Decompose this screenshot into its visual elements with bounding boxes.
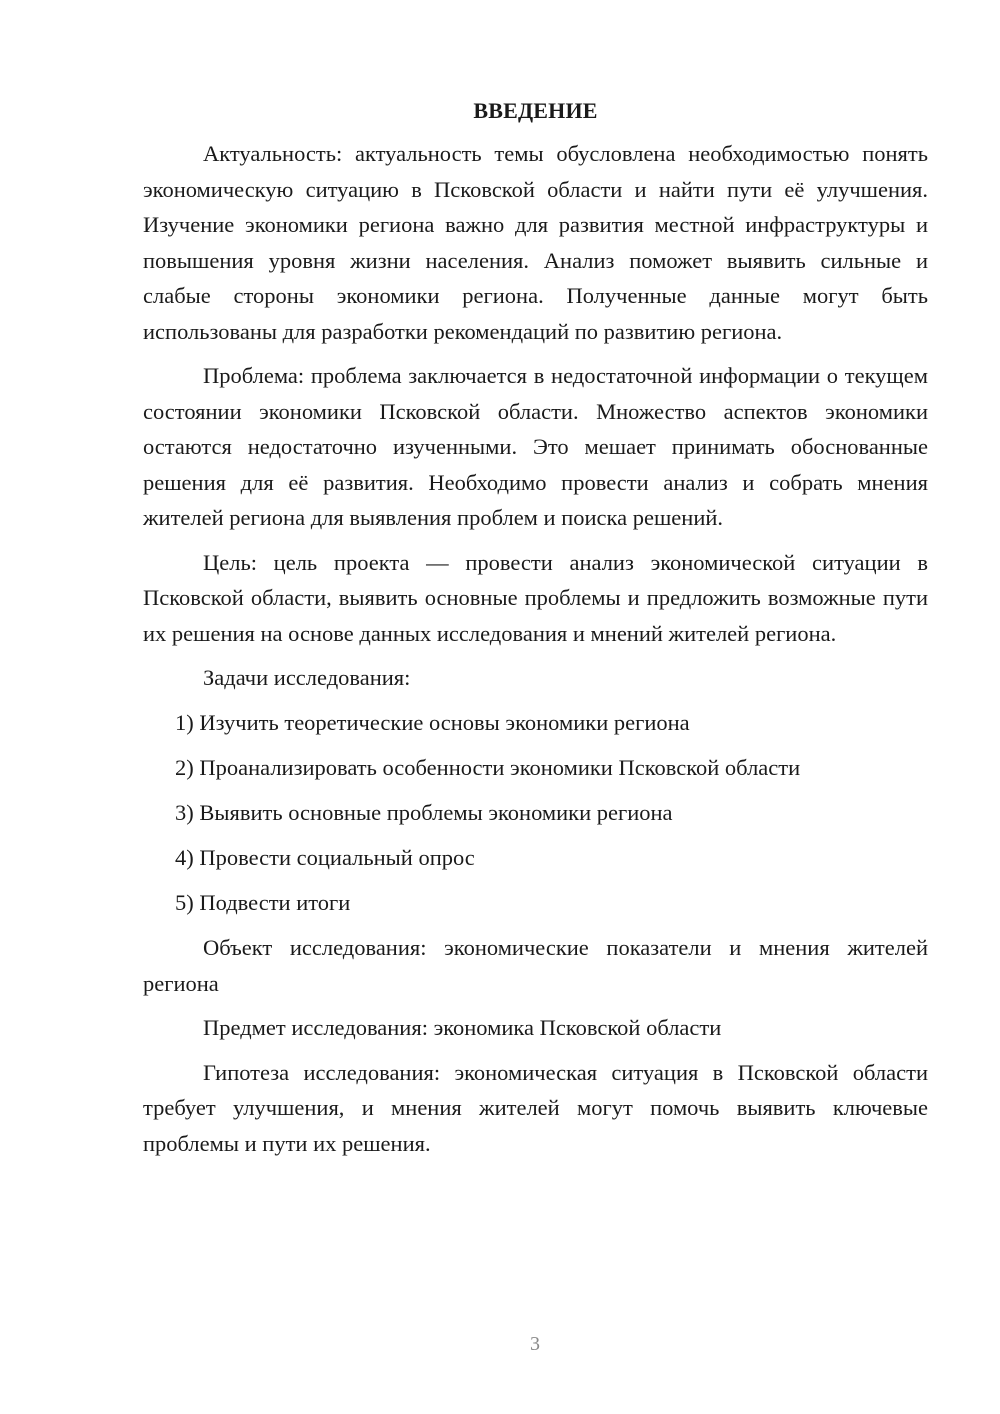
tasks-title: Задачи исследования:	[203, 665, 411, 690]
paragraph-subject: Предмет исследования: экономика Псковской области	[203, 1015, 722, 1040]
list-item: 5) Подвести итоги	[175, 890, 351, 915]
list-item: 1) Изучить теоретические основы экономики региона	[175, 710, 690, 735]
paragraph-hypothesis: Гипотеза исследования: экономическая ситуация в Псковской области требует улучшения, и мнения жителей могут помочь выявить ключевые проблемы и пути их решения.	[143, 1059, 928, 1156]
paragraph-goal: Цель: цель проекта — провести анализ экономической ситуации в Псковской области, выявить основные проблемы и предложить возможные пути их решения на основе данных исследования и мнений жителей региона.	[143, 549, 928, 646]
tasks-list	[143, 705, 928, 921]
page-title: ВВЕДЕНИЕ	[473, 98, 598, 123]
paragraph-relevance: Актуальность: актуальность темы обусловлена необходимостью понять экономическую ситуацию в Псковской области и найти пути её улучшения. Изучение экономики региона важно для развития местной инфраструктуры и повышения уровня жизни населения. Анализ поможет выявить сильные и слабые стороны экономики региона. Полученные данные могут быть использованы для разработки рекомендаций по развитию региона.	[143, 141, 928, 344]
page-number: 3	[530, 1333, 540, 1355]
list-item: 3) Выявить основные проблемы экономики региона	[175, 800, 673, 825]
list-item: 2) Проанализировать особенности экономики Псковской области	[175, 755, 801, 780]
paragraph-object: Объект исследования: экономические показатели и мнения жителей региона	[143, 935, 928, 996]
list-item: 4) Провести социальный опрос	[175, 845, 475, 870]
paragraph-problem: Проблема: проблема заключается в недостаточной информации о текущем состоянии экономики Псковской области. Множество аспектов экономики остаются недостаточно изученными. Это мешает принимать обоснованные решения для её развития. Необходимо провести анализ и собрать мнения жителей региона для выявления проблем и поиска решений.	[143, 363, 928, 530]
document-page	[143, 96, 928, 1170]
